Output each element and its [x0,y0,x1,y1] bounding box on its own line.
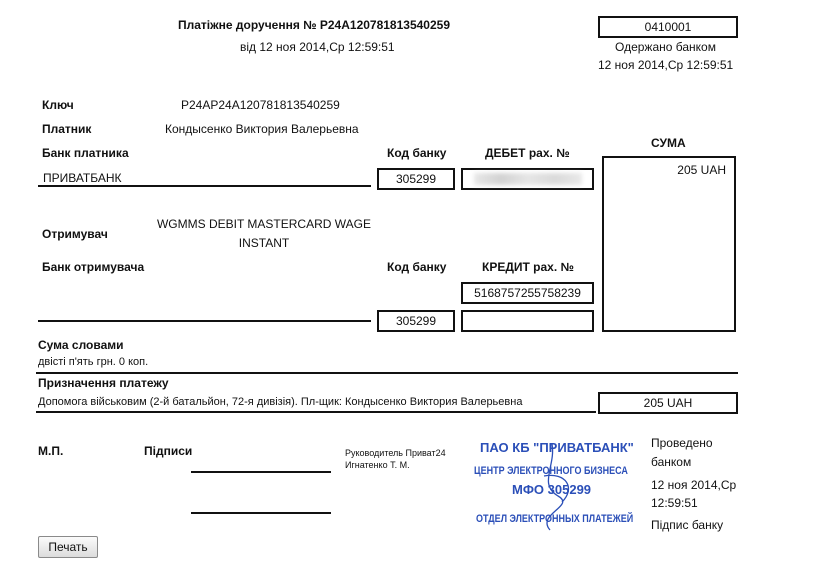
bank-stamp [466,436,648,534]
purpose-underline [36,411,596,413]
received-label: Одержано банком [615,40,716,54]
recipient-name-line2: INSTANT [238,236,290,250]
payer-bank-code-box [377,168,455,190]
debit-account-box [461,168,594,190]
purpose-value: Допомога військовим (2-й батальйон, 72-я дивізія). Пл-щик: Кондысенко Виктория Валерьевна [38,396,523,408]
sum-value: 205 UAH [677,163,726,177]
processed-time: 12:59:51 [651,496,698,510]
payer-bank-code-label: Код банку [387,146,447,160]
recipient-name-line1: WGMMS DEBIT MASTERCARD WAGE [156,217,371,231]
debit-account-redacted [474,173,582,185]
recipient-label: Отримувач [42,227,108,241]
signature-line-2 [191,512,331,514]
recipient-bank-code: 305299 [395,314,437,328]
payer-bank-underline [38,185,371,187]
credit-label: КРЕДИТ рах. № [482,260,574,274]
key-value: P24AP24A120781813540259 [181,98,340,112]
stamp-mfo: МФО 305299 [512,482,592,497]
sum-box [602,156,736,332]
stamp-bank-name: ПАО КБ "ПРИВАТБАНК" [480,440,634,455]
sum-words-value: двісті п'ять грн. 0 коп. [38,356,149,368]
purpose-amount: 205 UAH [643,396,693,410]
payer-value: Кондысенко Виктория Валерьевна [165,122,359,136]
received-date: 12 ноя 2014,Ср 12:59:51 [598,58,734,72]
signature-line-1 [191,471,331,473]
purpose-amount-box [598,392,738,414]
recipient-bank-code-label: Код банку [387,260,447,274]
sum-label: СУМА [651,136,686,150]
bank-signature-label: Підпис банку [651,518,724,532]
payer-bank-code: 305299 [395,172,437,186]
payer-label: Платник [42,122,92,136]
form-code-box [598,16,738,38]
processed-label-2: банком [651,455,692,469]
mp-label: М.П. [38,444,64,458]
print-button[interactable]: Печать [38,536,98,558]
processed-date: 12 ноя 2014,Ср [651,478,737,492]
credit-account-box [461,282,594,304]
form-code: 0410001 [644,20,692,34]
document-date: від 12 ноя 2014,Ср 12:59:51 [240,40,395,54]
debit-label: ДЕБЕТ рах. № [485,146,570,160]
key-label: Ключ [42,98,74,112]
payer-bank-label: Банк платника [42,146,129,160]
processed-label-1: Проведено [651,436,713,450]
recipient-bank-code-box [377,310,455,332]
recipient-extra-box [461,310,594,332]
stamp-department: ОТДЕЛ ЭЛЕКТРОННЫХ ПЛАТЕЖЕЙ [476,511,634,525]
stamp-center: ЦЕНТР ЭЛЕКТРОННОГО БИЗНЕСА [474,463,628,477]
purpose-label: Призначення платежу [38,376,169,390]
director-title: Руководитель Приват24 [345,448,446,458]
credit-account: 5168757255758239 [474,286,581,300]
recipient-bank-label: Банк отримувача [42,260,145,274]
recipient-bank-underline [38,320,371,322]
sum-words-label: Сума словами [38,338,124,352]
document-title: Платіжне доручення № P24A120781813540259 [178,18,450,32]
payer-bank-value: ПРИВАТБАНК [43,171,122,185]
sum-words-divider [36,372,738,374]
director-name: Игнатенко Т. М. [345,460,410,470]
signatures-label: Підписи [144,444,193,458]
